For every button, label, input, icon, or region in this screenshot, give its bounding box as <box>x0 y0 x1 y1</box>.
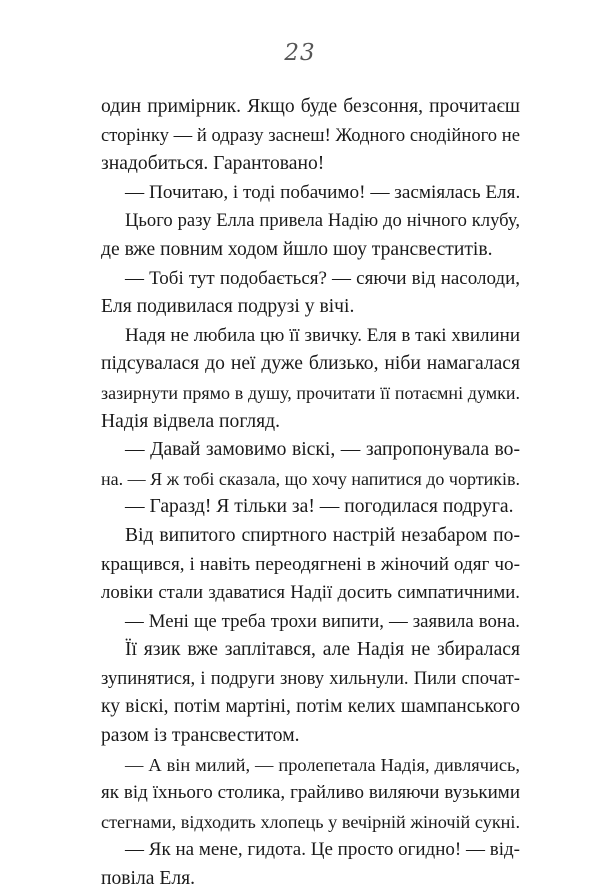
text-line: — Давай замовимо віскі, — запропонувала во- <box>125 439 520 461</box>
text-line: Надія відвела погляд. <box>101 410 281 432</box>
text-line: — А він милий, — пролепетала Надія, дивлячись, <box>125 754 520 775</box>
text-line: — Мені ще треба трохи випити, — заявила вона. <box>125 610 520 632</box>
page-number: 23 <box>284 40 316 66</box>
text-line: Еля подивилася подрузі у вічі. <box>101 296 355 318</box>
text-line: знадобиться. Гарантовано! <box>101 153 325 175</box>
text-line: разом із трансвеститом. <box>101 725 300 747</box>
text-line: ловіки стали здаватися Надії досить симпатичними. <box>101 582 520 604</box>
text-line: зупинятися, і подруги знову хильнули. Пили спочат- <box>101 667 520 689</box>
text-line: — Як на мене, гидота. Це просто огидно! — від- <box>125 839 520 861</box>
text-line: Цього разу Елла привела Надію до нічного клубу, <box>125 210 520 232</box>
text-line: Її язик вже заплітався, але Надія не збиралася <box>125 639 520 661</box>
text-line: — Гаразд! Я тільки за! — погодилася подруга. <box>125 496 514 518</box>
text-line: Надя не любила цю її звичку. Еля в такі хвилини <box>125 324 520 346</box>
text-line: ку віскі, потім мартіні, потім келих шампанського <box>101 696 520 718</box>
text-line: де вже повним ходом йшло шоу трансвеститів. <box>101 238 493 260</box>
text-line: кращився, і навіть переодягнені в жіночий одяг чо- <box>101 553 520 575</box>
text-line: Від випитого спиртного настрій незабаром по- <box>125 524 520 546</box>
text-line: — Тобі тут подобається? — сяючи від насолоди, <box>125 267 520 289</box>
text-line: — Почитаю, і тоді побачимо! — засміялась Еля. <box>125 181 520 203</box>
text-line: стегнами, відходить хлопець у вечірній жіночій сукні. <box>101 811 520 832</box>
text-line: зазирнути прямо в душу, прочитати її потаємні думки. <box>101 382 520 403</box>
text-line: сторінку — й одразу заснеш! Жодного снодійного не <box>101 124 520 146</box>
text-line: підсувалася до неї дуже близько, ніби намагалася <box>101 353 520 375</box>
text-line: як від їхнього столика, грайливо виляючи вузькими <box>101 782 520 804</box>
text-line: повіла Еля. <box>101 868 196 890</box>
text-body <box>101 93 520 894</box>
text-line: на. — Я ж тобі сказала, що хочу напитися до чортиків. <box>101 468 520 489</box>
text-line: один примірник. Якщо буде безсоння, прочитаєш <box>101 96 520 117</box>
